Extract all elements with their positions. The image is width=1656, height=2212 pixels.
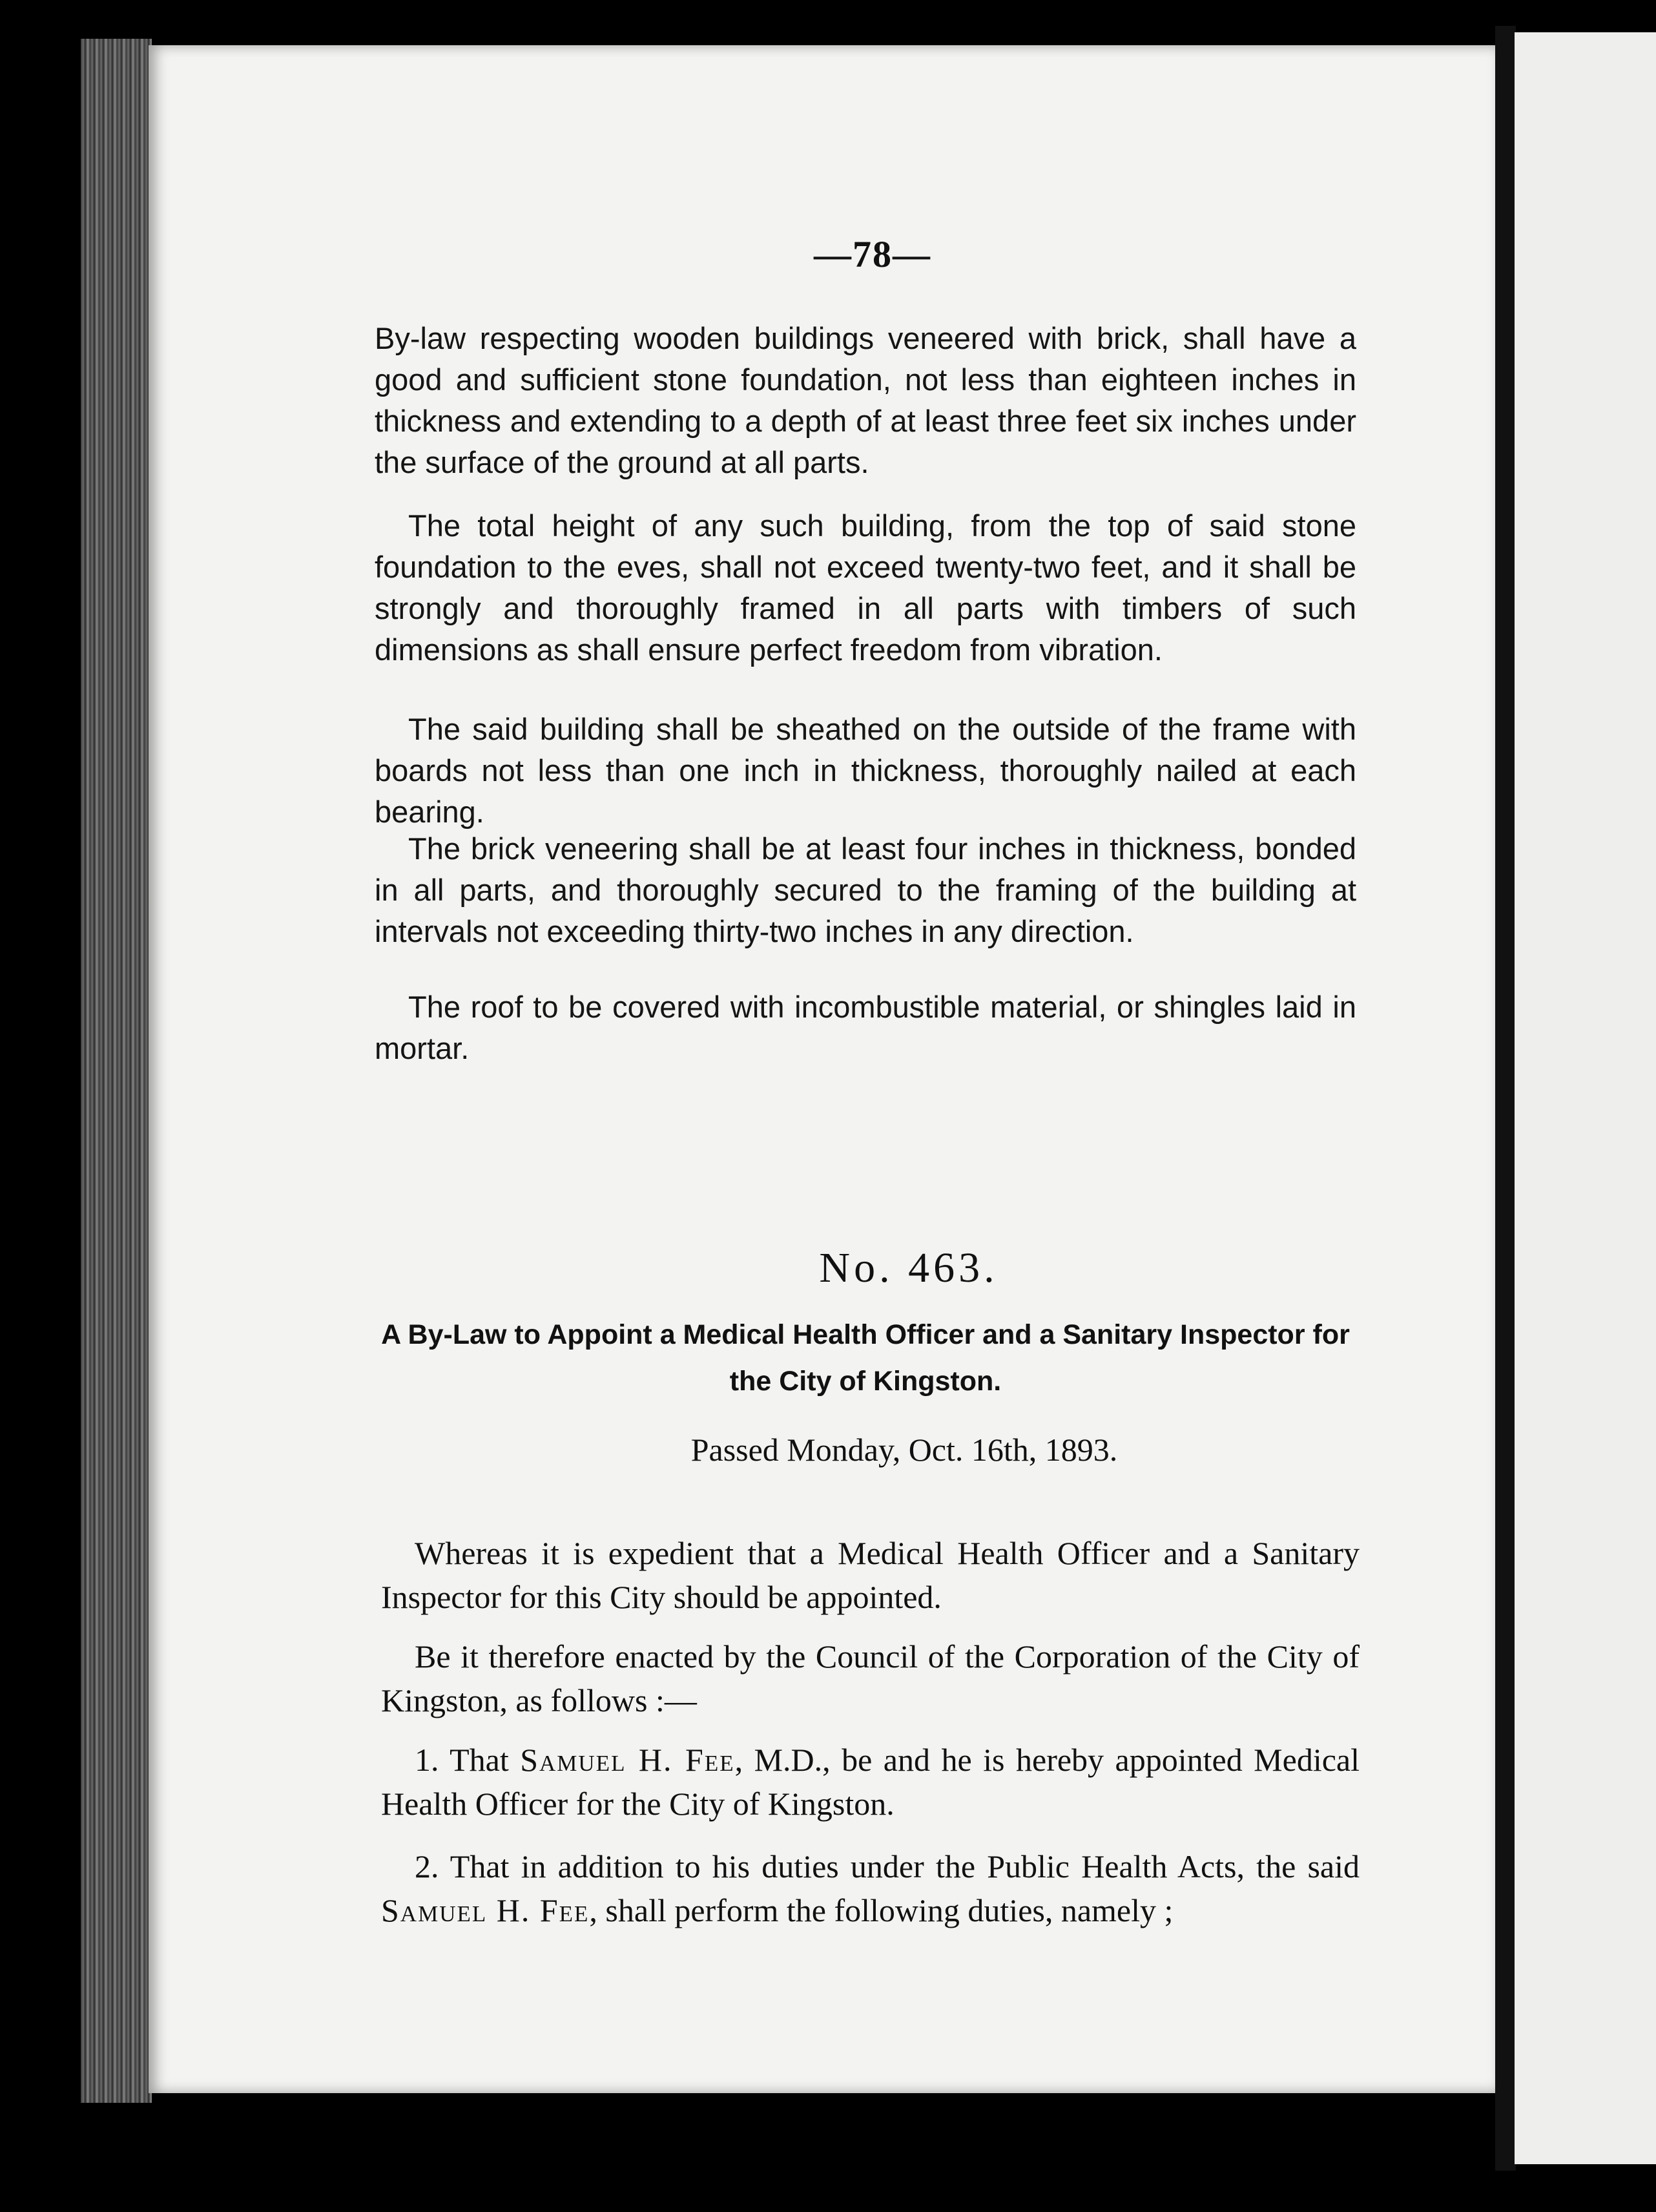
item-1-suffix: , M.D., be and he is hereby appointed Medical Health Officer for the City of Kingston. [381, 1742, 1360, 1822]
item-2-prefix: 2. That in addition to his duties under the Public Health Acts, the said [415, 1848, 1360, 1884]
item-2 [381, 1844, 1360, 1932]
item-1 [381, 1738, 1360, 1826]
bylaw-number: No. 463. [819, 1244, 999, 1291]
book-page-edges [81, 39, 152, 2103]
item-2-suffix: , shall perform the following duties, namely ; [589, 1892, 1174, 1928]
item-1-name: Samuel H. Fee [520, 1742, 735, 1778]
paragraph-height: The total height of any such building, from the top of said stone foundation to the eves, shall not exceed twenty-two feet, and it shall be strongly and thoroughly framed in all parts with timbers of such dimensions as shall ensure perfect freedom from vibration. [375, 508, 1356, 667]
bylaw-title: A By-Law to Appoint a Medical Health Officer and a Sanitary Inspector for the City of Kingston. [381, 1319, 1350, 1397]
paragraph-foundation: By-law respecting wooden buildings veneered with brick, shall have a good and sufficient stone foundation, not less than eighteen inches in thickness and extending to a depth of at least three feet six inches under the surface of the ground at all parts. [375, 321, 1356, 479]
page-number: —78— [814, 233, 931, 275]
paragraph-sheathing: The said building shall be sheathed on the outside of the frame with boards not less than one inch in thickness, thoroughly nailed at each bearing. [375, 712, 1356, 829]
book-gutter [1495, 26, 1516, 2171]
paragraph-enacted: Be it therefore enacted by the Council of the Corporation of the City of Kingston, as follows :— [381, 1638, 1360, 1718]
item-1-prefix: 1. That [415, 1742, 521, 1778]
paragraph-whereas: Whereas it is expedient that a Medical Health Officer and a Sanitary Inspector for this City should be appointed. [381, 1535, 1360, 1615]
facing-page [1515, 32, 1656, 2164]
paragraph-veneering: The brick veneering shall be at least four inches in thickness, bonded in all parts, and thoroughly secured to the framing of the building at intervals not exceeding thirty-two inches in any direction. [375, 831, 1356, 948]
bylaw-passed-date: Passed Monday, Oct. 16th, 1893. [690, 1432, 1118, 1468]
item-2-name: Samuel H. Fee [381, 1892, 590, 1928]
paragraph-roof: The roof to be covered with incombustible material, or shingles laid in mortar. [375, 990, 1356, 1065]
